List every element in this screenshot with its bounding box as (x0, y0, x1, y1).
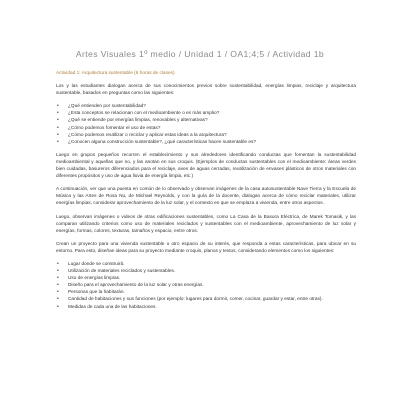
paragraph-walk: Luego en grupos pequeños recorren el establecimiento y sus alrededores identificando conductas que fomentan la sustentabilidad medioambiental y aquellas que no, y las anotan en sus croquis. (Ejemplos de conductas sustentables con el medioambiente: áreas verdes bien cuidadas, basureros diferenciados para el reciclaje, aves de aguas cerradas, reutilización de envases plásticos de otros materiales con diferentes propósitos y uso de agua lluvia de energía limpia, etc.) (56, 152, 356, 180)
list-item: • ¿Qué se entiende por energías limpias, renovables y alternativas? (56, 117, 356, 124)
list-item: • Diseño para el aprovechamiento de la luz solar y otras energías. (56, 282, 356, 289)
elements-list (56, 261, 356, 311)
list-item: • Medidas de cada una de las habitaciones. (56, 304, 356, 311)
document-title: Artes Visuales 1º medio / Unidad 1 / OA1;4;5 / Actividad 1b (75, 49, 325, 59)
activity-heading: Actividad 1: Arquitectura sustentable (6 horas de clases) (56, 71, 175, 76)
list-item: • ¿Conocen alguna construcción sustentable?, ¿qué características hacen sustentable es? (56, 139, 356, 146)
paragraph-project: Crean un proyecto para una vivienda sustentable u otro espacio de su interés, que responda a estas características, para ubicar en su entorno. Para esto, diseñan ideas para su proyecto mediante croquis, planos y textos, considerando elementos como los siguientes: (56, 241, 356, 254)
list-item: • Personas que la habitarán. (56, 289, 356, 296)
intro-paragraph: Los y las estudiantes dialogan acerca de sus conocimientos previos sobre sustentabilidad, energías limpias, reciclaje y arquitectura sustentable, basados en preguntas como las siguientes: (56, 84, 356, 97)
paragraph-observe: A continuación, ver que una puesta en común de lo observado y observan imágenes de la casa autosustentable Nave Tierra y la Escuela de Música y las Artes de Rosa Nu, de Michael Reynolds, y con la guía de la docente, dialogan acerca de cómo reciclar materiales, utilizar energías limpias, considerar aprovechamiento de la luz solar, y el contexto en que se emplaza a vivienda, entre otros aspectos. (56, 187, 356, 207)
list-item: • ¿Cómo podemos reutilizar o reciclar y aplicar estas ideas a la arquitectura? (56, 132, 356, 139)
list-item: • ¿Esta conceptos se relacionan con el medioambiente o es más amplio? (56, 110, 356, 117)
paragraph-compare: Luego, observan imágenes o videos de otras edificaciones sustentables, como La Casa de la Basura Eléctrica, de Marek Tomasik, y las comparan utilizando criterios como uso de materiales reciclados y sustentables con el medioambiente, aprovechamiento de luz solar y energías, formas, colores, texturas, tamaños y espacio, entre otros. (56, 214, 356, 234)
list-item: • Lugar donde se construirá. (56, 261, 356, 268)
list-item: • Cantidad de habitaciones y sus funciones (por ejemplo: lugares para dormir, comer, cocinar, guardar y estar, entre otras). (56, 296, 356, 303)
list-item: • ¿Qué entienden por sustentabilidad? (56, 103, 356, 110)
questions-list (56, 103, 356, 146)
list-item: • ¿Cómo podemos fomentar el uso de estas? (56, 125, 356, 132)
document-body (56, 70, 356, 317)
list-item: • Uso de energías limpias. (56, 275, 356, 282)
list-item: • Utilización de materiales reciclados y sustentables. (56, 268, 356, 275)
